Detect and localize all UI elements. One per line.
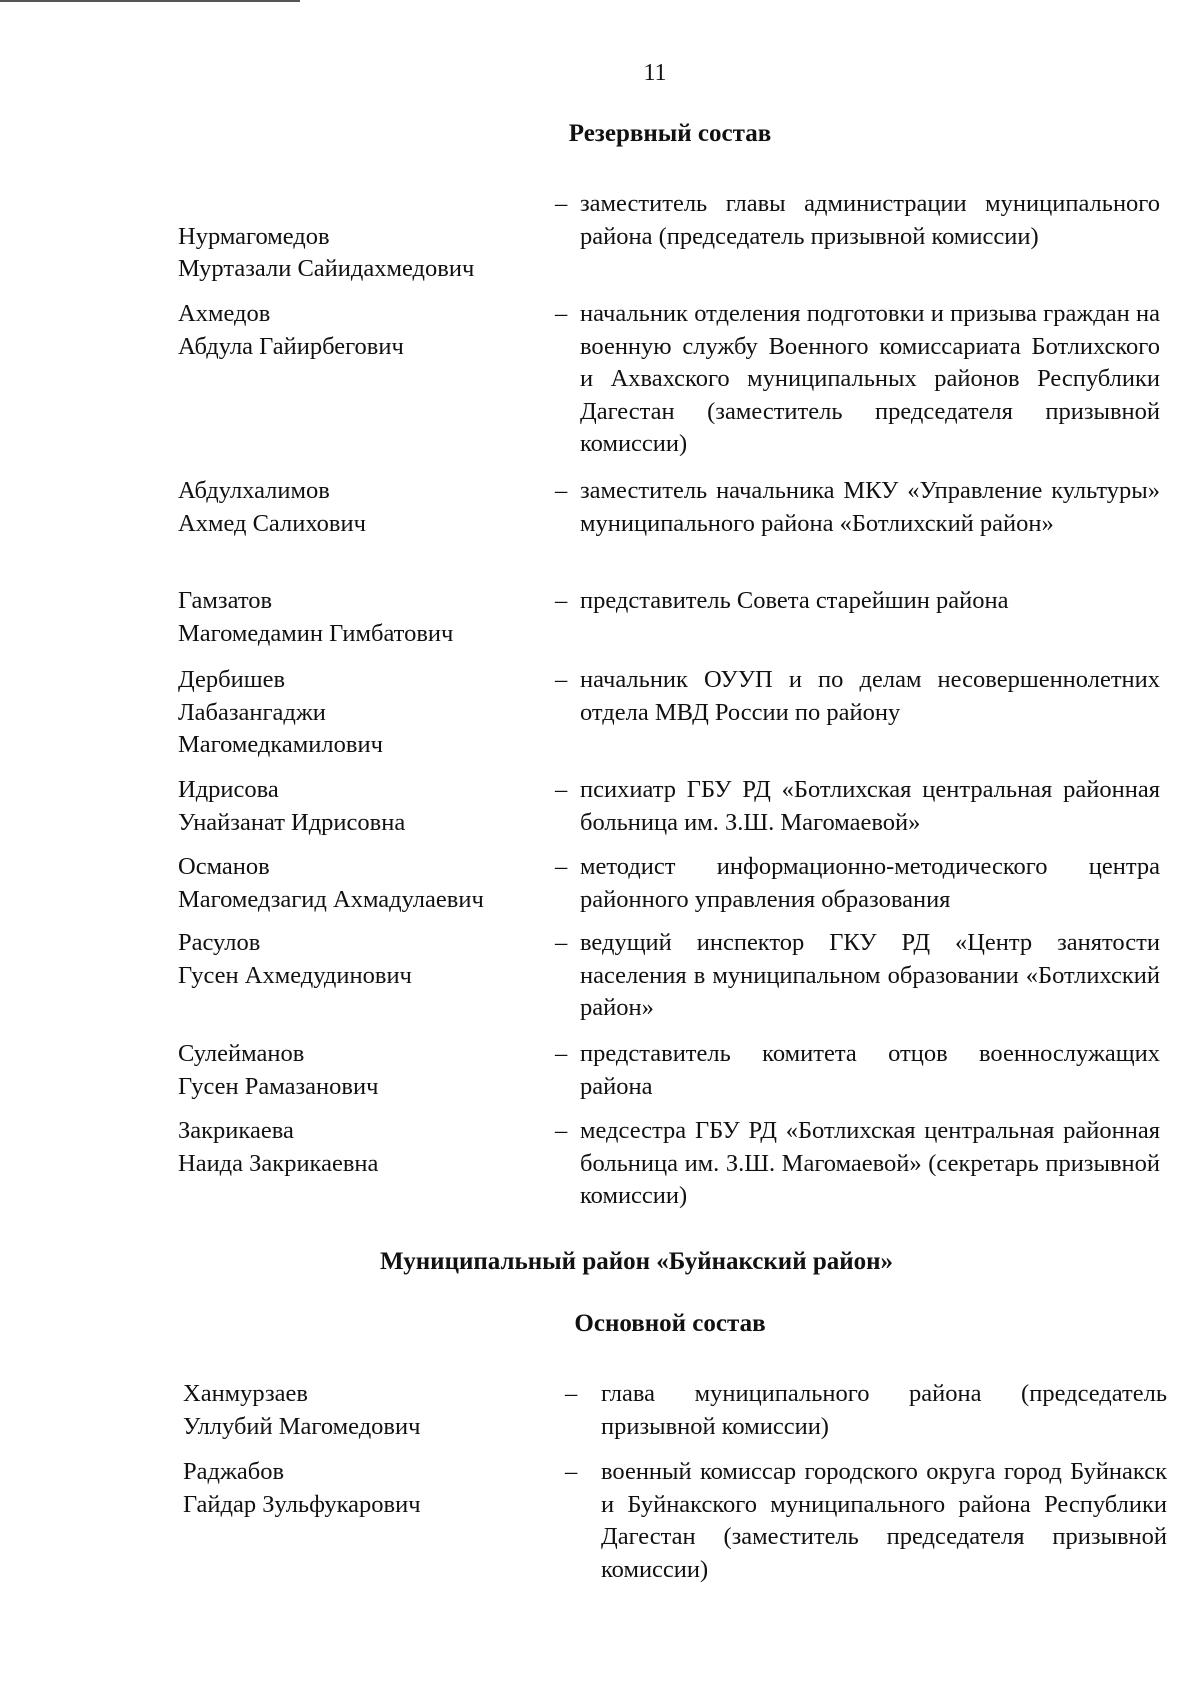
member-role: военный комиссар городского округа город Буйнакск и Буйнакского муниципального района Республики Дагестан (заместитель председателя призывной комиссии) xyxy=(601,1458,1167,1583)
dash: – xyxy=(555,853,568,880)
member-name: Закрикаева Наида Закрикаевна xyxy=(178,1117,379,1177)
member-role: заместитель главы администрации муниципального района (председатель призывной комиссии) xyxy=(580,190,1160,250)
member-role: ведущий инспектор ГКУ РД «Центр занятости населения в муниципальном образовании «Ботлихский район» xyxy=(580,929,1160,1021)
member-name: Нурмагомедов Муртазали Сайидахмедович xyxy=(178,222,475,282)
member-name: Расулов Гусен Ахмедудинович xyxy=(178,929,412,989)
scan-edge-line xyxy=(0,0,300,2)
dash: – xyxy=(555,776,568,803)
member-role: представитель комитета отцов военнослужащих района xyxy=(580,1040,1160,1100)
reserve-heading: Резервный состав xyxy=(568,120,772,147)
member-role: начальник ОУУП и по делам несовершеннолетних отдела МВД России по району xyxy=(580,666,1160,726)
member-name: Абдулхалимов Ахмед Салихович xyxy=(178,477,366,537)
dash: – xyxy=(565,1458,578,1485)
member-name: Ахмедов Абдула Гайирбегович xyxy=(178,300,404,360)
dash: – xyxy=(555,1117,568,1144)
member-name: Раджабов Гайдар Зульфукарович xyxy=(183,1458,421,1518)
member-role: начальник отделения подготовки и призыва граждан на военную службу Военного комиссариата Ботлихского и Ахвахского муниципальных районов Республики Дагестан (заместитель председателя призывной комиссии) xyxy=(580,300,1160,457)
dash: – xyxy=(555,1040,568,1067)
dash: – xyxy=(555,190,568,217)
district-heading: Муниципальный район «Буйнакский район» xyxy=(380,1248,894,1275)
dash: – xyxy=(555,477,568,504)
member-role: глава муниципального района (председатель призывной комиссии) xyxy=(601,1380,1167,1440)
member-name: Сулейманов Гусен Рамазанович xyxy=(178,1040,379,1100)
member-name: Идрисова Унайзанат Идрисовна xyxy=(178,776,406,836)
member-role: психиатр ГБУ РД «Ботлихская центральная районная больница им. З.Ш. Магомаевой» xyxy=(580,776,1160,836)
member-name: Ханмурзаев Уллубий Магомедович xyxy=(183,1380,421,1440)
dash: – xyxy=(555,300,568,327)
main-heading: Основной состав xyxy=(574,1310,766,1337)
member-role: представитель Совета старейшин района xyxy=(580,587,1009,614)
dash: – xyxy=(555,587,568,614)
page-number: 11 xyxy=(643,60,667,86)
member-role: медсестра ГБУ РД «Ботлихская центральная районная больница им. З.Ш. Магомаевой» (секретарь призывной комиссии) xyxy=(580,1117,1160,1209)
dash: – xyxy=(565,1380,578,1407)
member-name: Дербишев Лабазангаджи Магомедкамилович xyxy=(178,666,383,758)
member-role: заместитель начальника МКУ «Управление культуры» муниципального района «Ботлихский район» xyxy=(580,477,1160,537)
dash: – xyxy=(555,666,568,693)
member-role: методист информационно-методического центра районного управления образования xyxy=(580,853,1160,913)
dash: – xyxy=(555,929,568,956)
member-name: Османов Магомедзагид Ахмадулаевич xyxy=(178,853,484,913)
member-name: Гамзатов Магомедамин Гимбатович xyxy=(178,587,454,647)
